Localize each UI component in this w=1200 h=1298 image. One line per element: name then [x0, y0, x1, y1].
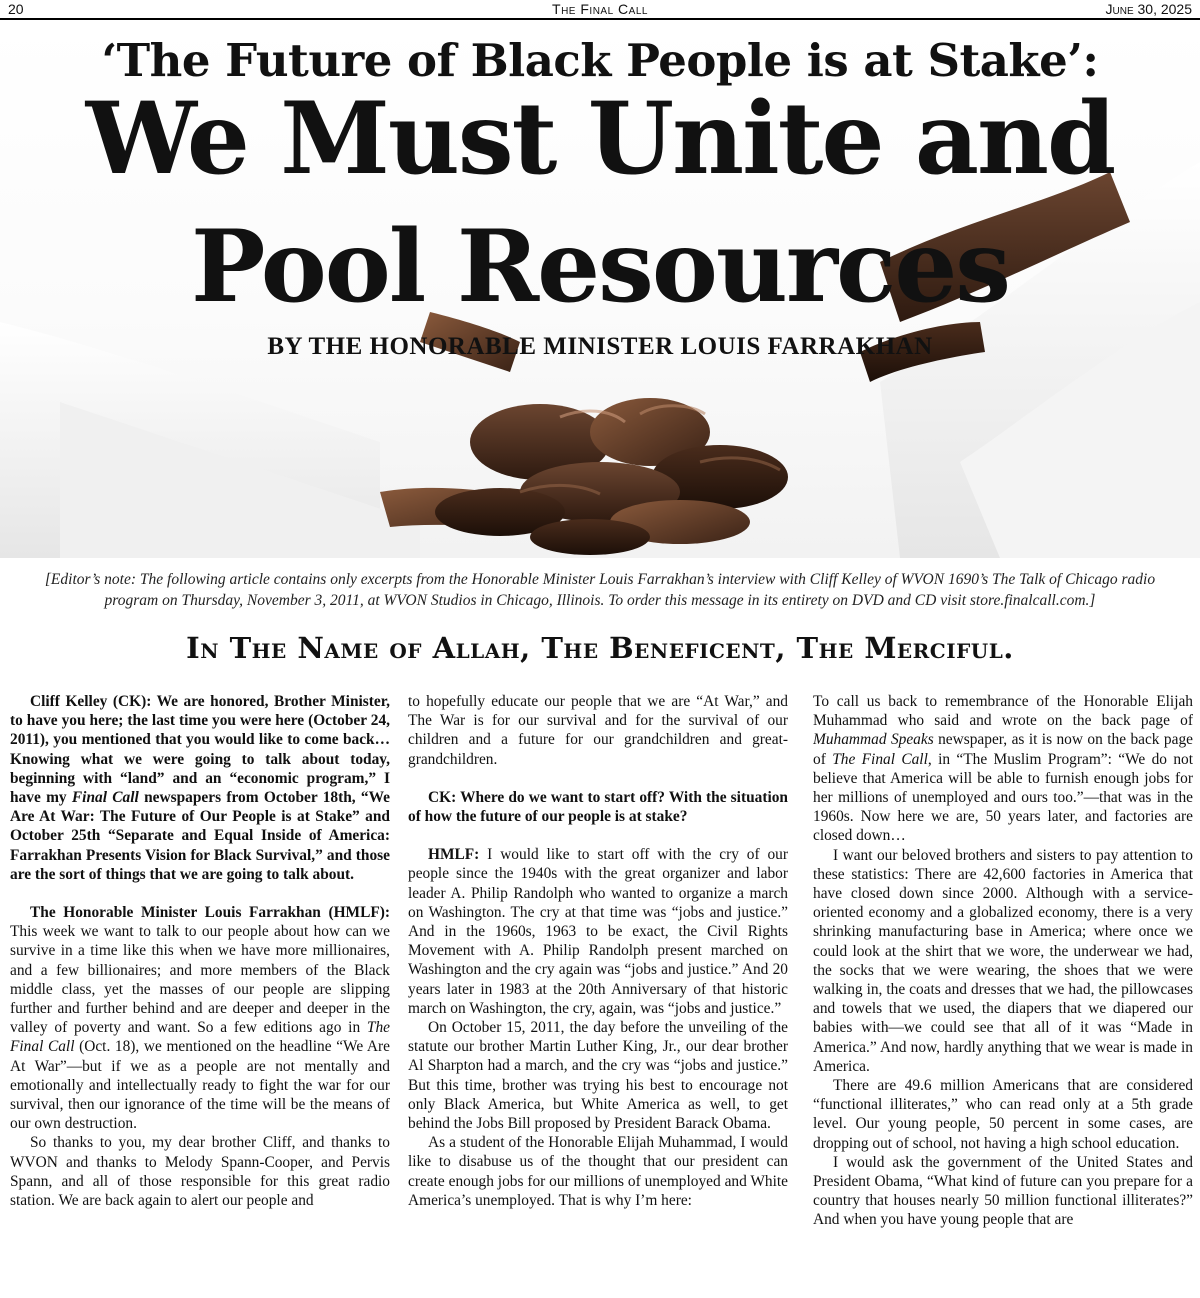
editor-note: [Editor’s note: The following article contains only excerpts from the Honorable Minister Louis Farrakhan’s interview with Cliff Kelley of WVON 1690’s The Talk of Chicago radio program on Thursday, November 3, 2011, at WVON Studios in Chicago, Illinois. To order this message in its entirety on DVD and CD visit store.finalcall.com.]	[44, 571, 1156, 609]
paragraph: So thanks to you, my dear brother Cliff, and thanks to WVON and thanks to Melody Spann-Cooper, and Pervis Spann, and all of those responsible for this great radio station. We are back again to alert our people and	[10, 1134, 390, 1210]
page-number: 20	[8, 1, 24, 17]
paragraph: I would ask the government of the United States and President Obama, “What kind of future can you prepare for a country that houses nearly 50 million functional illiterates?” And when you have young people that are	[813, 1153, 1193, 1229]
headline-line-1: We Must Unite and	[85, 81, 1115, 197]
interview-question: Cliff Kelley (CK): We are honored, Brother Minister, to have you here; the last time you were here (October 24, 2011), you mentioned that you would like to come back… Knowing what we were going to talk about today, beginning with “land” and an “economic program,” I have my Final Call newspapers from October 18th, “We Are At War: The Future of Our People is at Stake” and October 25th “Separate and Equal Inside of America: Farrakhan Presents Vision for Black Survival,” and those are the sort of things that we are going to talk about.	[10, 693, 390, 883]
paragraph: On October 15, 2011, the day before the unveiling of the statute our brother Martin Luther King, Jr., our dear brother Al Sharpton had a march, and the cry was “jobs and justice.” But this time, brother was trying his best to encourage not only Black America, but White America as well, to get behind the Jobs Bill proposed by President Barack Obama.	[408, 1019, 788, 1133]
paragraph: There are 49.6 million Americans that are considered “functional illiterates,” who can read only at a 5th grade level. Our young people, 50 percent in some cases, are dropping out of school, not having a high school education.	[813, 1077, 1193, 1152]
interview-answer: HMLF: I would like to start off with the cry of our people since the 1940s with the great organizer and labor leader A. Philip Randolph who wanted to organize a march on Washington. The cry at that time was “jobs and justice.” And in the 1960s, 1963 to be exact, the Civil Rights Movement with A. Philip Randolph present marched on Washington and the cry again was “jobs and justice.” And 20 years later in 1983 at the 20th Anniversary of that historic march on Washington, the cry, again, was “jobs and justice.”	[408, 846, 788, 1017]
issue-date: June 30, 2025	[1105, 1, 1192, 17]
paragraph: As a student of the Honorable Elijah Muhammad, I would like to disabuse us of the thought that our president can create enough jobs for our millions of unemployed and White America’s unemployed. That is why I’m here:	[408, 1134, 788, 1209]
paragraph: To call us back to remembrance of the Honorable Elijah Muhammad who said and wrote on the back page of Muhammad Speaks newspaper, as it is now on the back page of The Final Call, in “The Muslim Program”: “We do not believe that America will be able to furnish enough jobs for her millions of unemployed and ours too.”—that was in the 1960s. Now here we are, 50 years later, and factories are closed down…	[813, 693, 1193, 845]
headline-line-2: Pool Resources	[190, 209, 1010, 325]
interview-answer: The Honorable Minister Louis Farrakhan (HMLF): This week we want to talk to our people about how can we survive in a time like this when we have more millionaires, and a few billionaires; and more members of the Black middle class, yet the masses of our people are slipping further and further behind and are deeper and deeper in the valley of poverty and want. So a few editions ago in The Final Call (Oct. 18), we mentioned on the headline “We Are At War”—but if we as a people are not mentally and emotionally and intellectually ready to fight the war for our survival, then our ignorance of the time will be the means of our own destruction.	[10, 904, 390, 1133]
article-column-1	[10, 692, 390, 1292]
publication-name: The Final Call	[552, 1, 648, 17]
folio-bar	[0, 0, 1200, 20]
headline-kicker: ‘The Future of Black People is at Stake’:	[101, 34, 1099, 87]
article-column-3	[813, 692, 1193, 1292]
paragraph: to hopefully educate our people that we are “At War,” and The War is for our survival and for the survival of our children and a future for our grandchildren and great-grandchildren.	[408, 693, 788, 768]
hero-photo	[0, 22, 1200, 558]
basmala-heading: In The Name of Allah, The Beneficent, The Merciful.	[186, 631, 1014, 665]
article-column-2	[408, 692, 788, 1292]
paragraph: I want our beloved brothers and sisters to pay attention to these statistics: There are 42,600 factories in America that have closed down since 2000. Although with a service-oriented economy and a globalized economy, there is a very shrinking manufacturing base in America; where once we could look at the shirt that we wore, the underwear we had, the socks that we were wearing, the shoes that we were walking in, the coats and dresses that we had, the pillowcases and towels that we used, the diapers that we diapered our babies with—we could see that all of it was “Made in America.” And now, hardly anything that we wear is made in America.	[813, 846, 1193, 1075]
interview-question: CK: Where do we want to start off? With the situation of how the future of our people is at stake?	[408, 788, 788, 826]
byline: BY THE HONORABLE MINISTER LOUIS FARRAKHAN	[267, 333, 933, 360]
